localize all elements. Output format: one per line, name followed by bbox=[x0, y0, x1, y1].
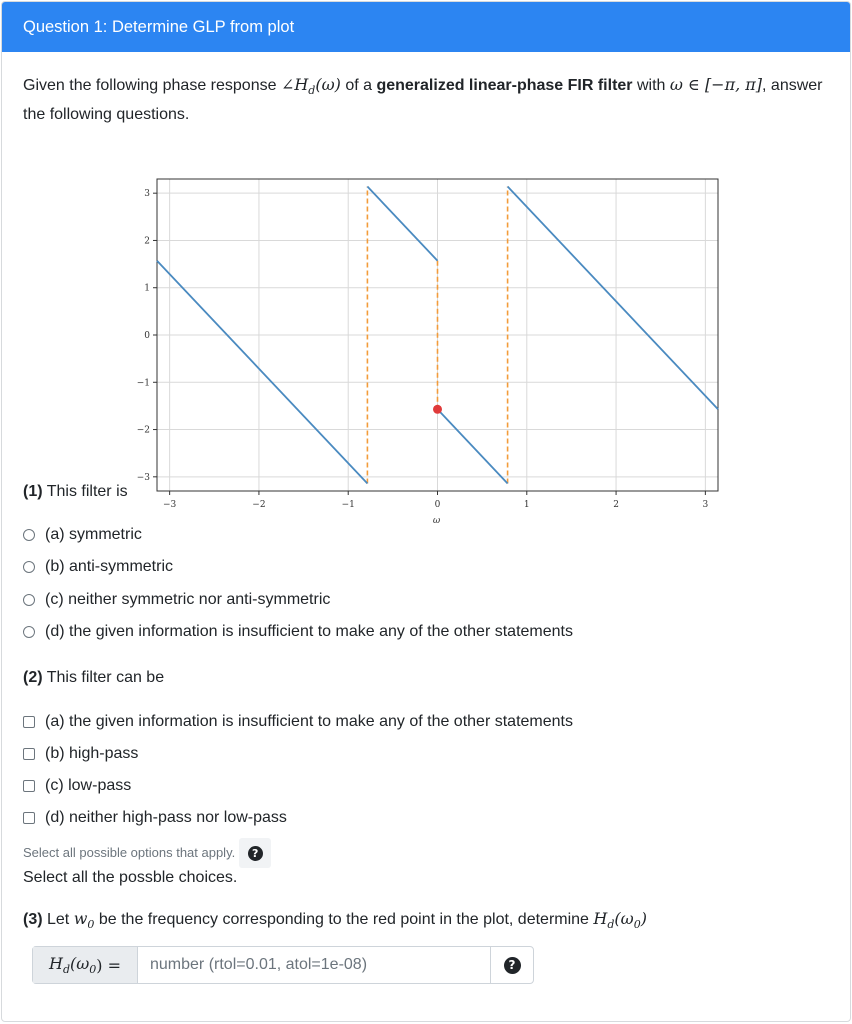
y-tick-label-6: −3 bbox=[136, 472, 150, 483]
q2-help-text: Select all possible options that apply. ? bbox=[23, 838, 271, 868]
checkbox[interactable] bbox=[23, 780, 35, 792]
answer-input-label: $H_d(\omega_0$ ) = bbox=[33, 947, 138, 983]
q1-option-a[interactable]: (a) symmetric bbox=[23, 524, 142, 546]
phase-response-plot bbox=[119, 172, 729, 524]
filter-type-bold: generalized linear-phase FIR filter bbox=[376, 77, 633, 94]
phase-symbol: $\angle H_d(\omega)$ bbox=[280, 75, 341, 98]
red-point-marker bbox=[433, 405, 442, 414]
checkbox[interactable] bbox=[23, 748, 35, 760]
question-intro: Given the following phase response $\angle H_d(\omega)$ of a generalized linear-phase FIR filter with ω ∈ [−π, π], answer the following questions. bbox=[23, 75, 823, 124]
question-title: Question 1: Determine GLP from plot bbox=[23, 18, 295, 36]
question-header bbox=[2, 2, 850, 52]
radio-button[interactable] bbox=[23, 594, 35, 606]
answer-input[interactable] bbox=[138, 947, 490, 983]
q1-option-b[interactable]: (b) anti-symmetric bbox=[23, 556, 173, 578]
omega-range: ω ∈ [−π, π] bbox=[669, 75, 763, 94]
y-tick-label-1: 2 bbox=[144, 236, 150, 247]
y-tick-label-4: −1 bbox=[136, 378, 150, 389]
x-tick-label-0: −3 bbox=[163, 500, 177, 510]
x-tick-label-3: 0 bbox=[434, 500, 441, 510]
x-tick-label-1: −2 bbox=[252, 500, 266, 510]
q2-option-c[interactable]: (c) low-pass bbox=[23, 775, 131, 797]
answer-help-button[interactable] bbox=[490, 947, 533, 983]
x-tick-label-6: 3 bbox=[702, 500, 709, 510]
radio-button[interactable] bbox=[23, 561, 35, 573]
phase-line-segment-0 bbox=[157, 261, 367, 484]
q2-title: (2) This filter can be bbox=[23, 669, 165, 686]
question-card bbox=[1, 1, 851, 1022]
x-tick-label-5: 2 bbox=[613, 500, 619, 510]
q1-option-d[interactable]: (d) the given information is insufficient to make any of the other statements bbox=[23, 621, 573, 643]
checkbox[interactable] bbox=[23, 716, 35, 728]
x-tick-label-2: −1 bbox=[341, 500, 355, 510]
radio-button[interactable] bbox=[23, 529, 35, 541]
radio-button[interactable] bbox=[23, 626, 35, 638]
y-tick-label-0: 3 bbox=[144, 189, 150, 200]
q2-select-all-note: Select all the possble choices. bbox=[23, 869, 238, 886]
y-tick-label-5: −2 bbox=[136, 425, 150, 436]
q2-option-d[interactable]: (d) neither high-pass nor low-pass bbox=[23, 807, 287, 829]
question-mark-icon: ? bbox=[504, 957, 521, 974]
x-tick-label-4: 1 bbox=[523, 500, 530, 510]
checkbox[interactable] bbox=[23, 812, 35, 824]
q1-option-c[interactable]: (c) neither symmetric nor anti-symmetric bbox=[23, 589, 330, 611]
q2-option-a[interactable]: (a) the given information is insufficient to make any of the other statements bbox=[23, 711, 573, 733]
phase-line-segment-3 bbox=[508, 186, 718, 409]
phase-line-segment-2 bbox=[438, 409, 508, 483]
question-mark-icon: ? bbox=[248, 846, 263, 861]
answer-input-group bbox=[32, 946, 534, 984]
q2-option-b[interactable]: (b) high-pass bbox=[23, 743, 138, 765]
q1-title: (1) This filter is bbox=[23, 483, 128, 500]
q3-title: (3) Let $w_0$ be the frequency corresponding to the red point in the plot, determine $H_d(\omega_0)$ bbox=[23, 909, 647, 932]
x-axis-label: ω bbox=[432, 516, 441, 524]
y-tick-label-3: 0 bbox=[144, 331, 150, 341]
q2-help-button[interactable] bbox=[239, 838, 271, 868]
y-tick-label-2: 1 bbox=[144, 283, 150, 294]
phase-line-segment-1 bbox=[367, 186, 437, 260]
